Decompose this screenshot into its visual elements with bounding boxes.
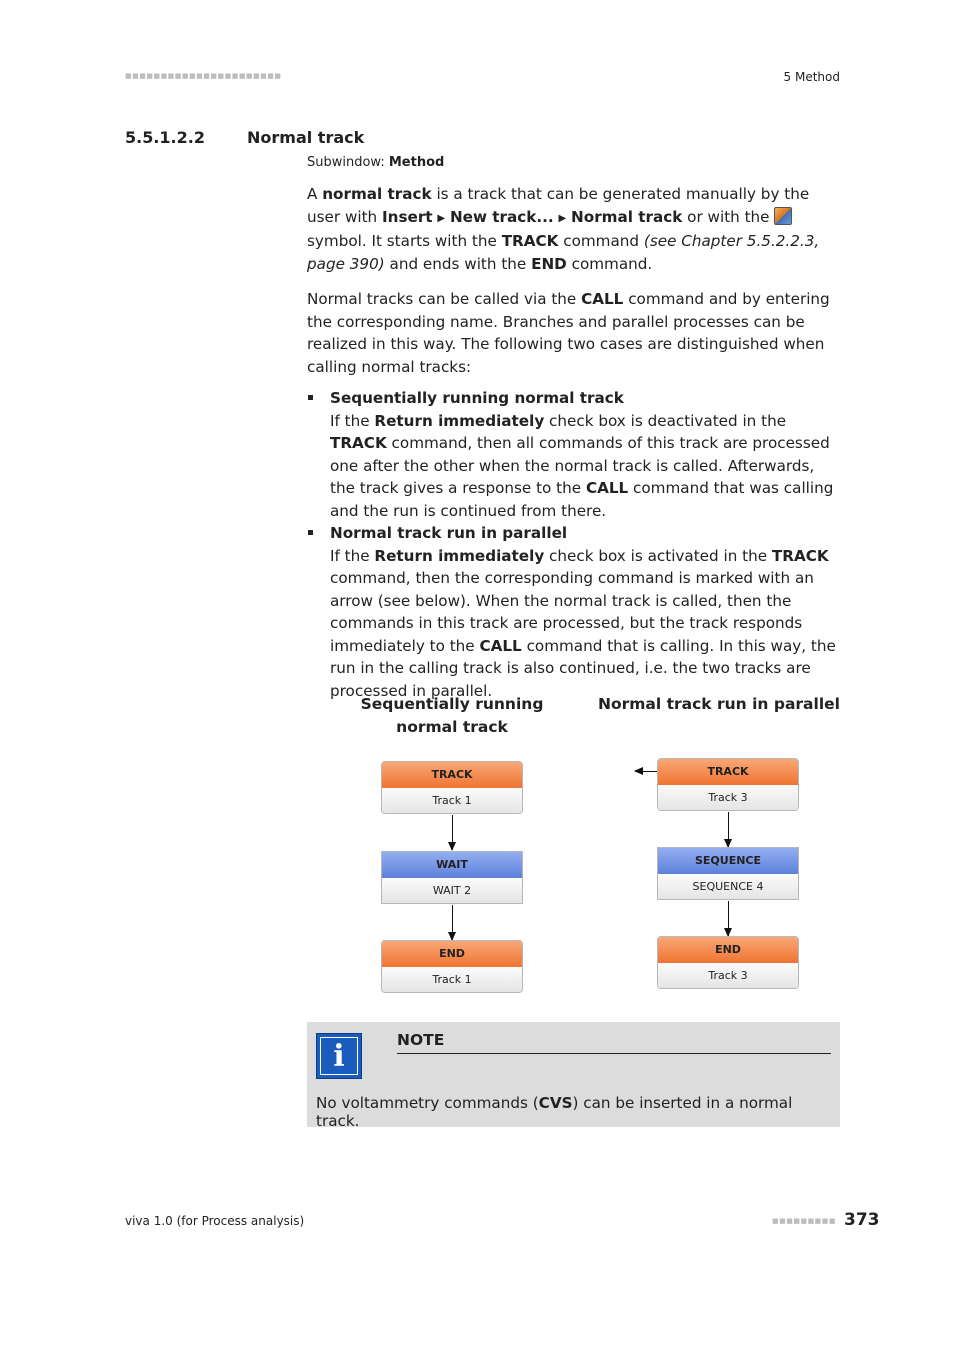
end-node: END Track 1: [381, 940, 523, 993]
return-arrow: [635, 771, 657, 772]
note-box: [307, 1022, 840, 1130]
list-item: [307, 387, 840, 522]
subwindow-value: Method: [388, 155, 445, 170]
flow-arrow: [728, 812, 729, 847]
subwindow-label: Subwindow:: [307, 155, 385, 170]
bullet-list: [307, 387, 840, 702]
chapter-reference-link[interactable]: (see Chapter 5.5.2.2.3, page 390): [307, 232, 820, 273]
header-decoration: ■■■■■■■■■■■■■■■■■■■■■■: [125, 72, 282, 80]
bullet-title: Sequentially running normal track: [330, 389, 624, 407]
section-title: Normal track: [247, 128, 365, 147]
caption-parallel: Normal track run in parallel: [598, 695, 840, 713]
bullet-icon: [308, 530, 313, 535]
header-chapter: 5 Method: [783, 70, 840, 84]
wait-node: WAIT WAIT 2: [381, 851, 523, 904]
menu-normal-track: Normal track: [571, 207, 683, 226]
track-node: TRACK Track 1: [381, 761, 523, 814]
normal-track-symbol-icon: [774, 207, 792, 225]
end-node: END Track 3: [657, 936, 799, 989]
section-number: 5.5.1.2.2: [125, 128, 205, 147]
caption-sequential: Sequentially running normal track: [360, 695, 544, 736]
subwindow-line: [307, 155, 444, 170]
note-text: No voltammetry commands (CVS) can be inserted in a normal track.: [316, 1094, 793, 1130]
bullet-icon: [308, 395, 313, 400]
sequence-node: SEQUENCE SEQUENCE 4: [657, 847, 799, 900]
menu-insert: Insert: [382, 207, 433, 226]
note-divider: [397, 1053, 831, 1054]
flow-arrow: [452, 815, 453, 850]
paragraph-intro: A normal track is a track that can be generated manually by the user with Insert ▶ New track... ▶ Normal track or with the symbol. It starts with the TRACK command (see Chapter 5.5.2.2.3, page 390) and ends with the END command.: [307, 185, 820, 273]
footer-decoration: ■■■■■■■■■: [772, 1217, 837, 1225]
paragraph-calling: Normal tracks can be called via the CALL command and by entering the corresponding name. Branches and parallel processes can be realized in this way. The following two cases are distinguished when calling normal tracks:: [307, 290, 830, 376]
bullet-text: If the Return immediately check box is deactivated in the TRACK command, then all commands of this track are processed one after the other when the normal track is called. Afterwards, the track gives a response to the CALL command that was calling and the run is continued from there.: [330, 411, 834, 520]
flow-arrow: [728, 901, 729, 936]
info-icon: i: [316, 1033, 362, 1079]
note-title: NOTE: [397, 1031, 445, 1049]
flow-arrow: [452, 905, 453, 940]
bullet-title: Normal track run in parallel: [330, 524, 568, 542]
menu-new-track: New track...: [449, 207, 554, 226]
list-item: [307, 522, 840, 702]
menu-arrow-icon: ▶: [437, 212, 446, 224]
page-number: 373: [844, 1210, 880, 1230]
bullet-text: If the Return immediately check box is activated in the TRACK command, then the corresponding command is marked with an arrow (see below). When the normal track is called, then the commands in this track are processed, but the track responds immediately to the CALL command that is calling. In this way, the run in the calling track is also continued, i.e. the two tracks are processed in parallel.: [330, 546, 836, 700]
track-node: TRACK Track 3: [657, 758, 799, 811]
menu-arrow-icon: ▶: [558, 212, 567, 224]
footer-product: viva 1.0 (for Process analysis): [125, 1214, 305, 1228]
